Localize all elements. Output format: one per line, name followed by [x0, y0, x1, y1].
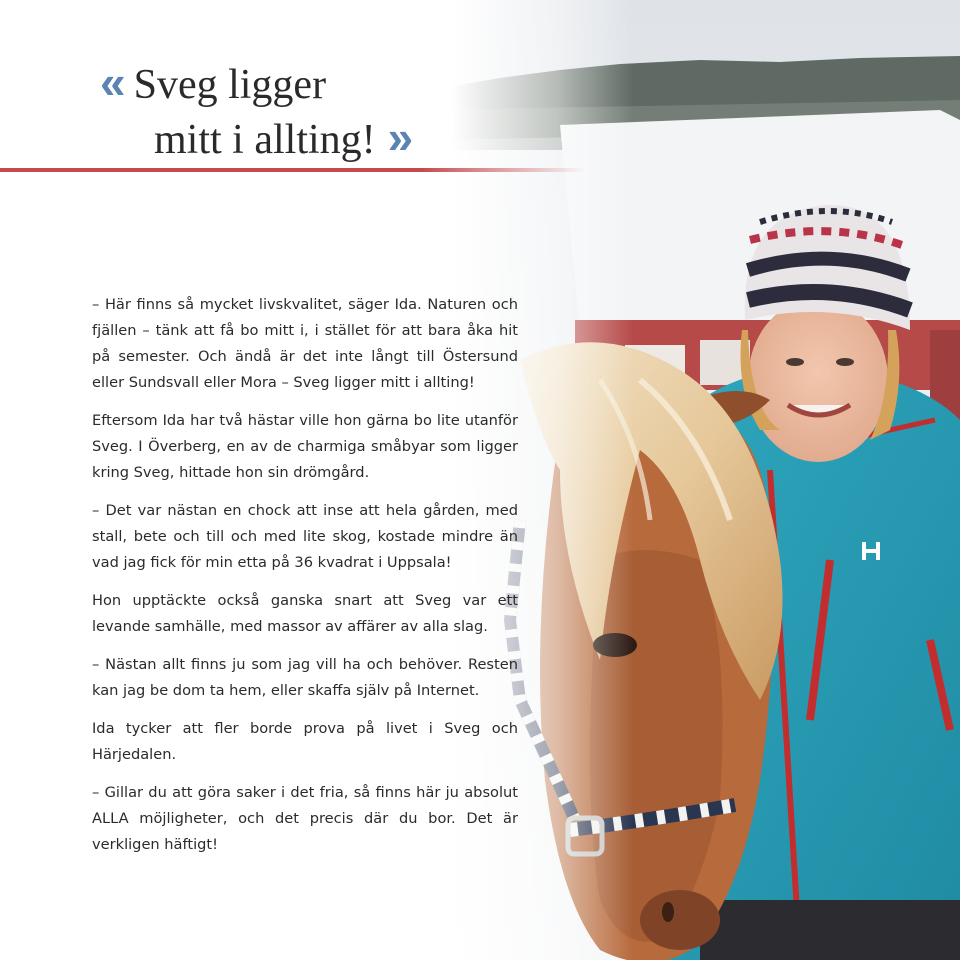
headline — [100, 56, 407, 166]
paragraph: Hon upptäckte också ganska snart att Sveg var ett levande samhälle, med massor av affärer av alla slag. — [92, 592, 518, 635]
paragraph: Ida tycker att fler borde prova på livet i Sveg och Härjedalen. — [92, 720, 518, 763]
paragraph: – Gillar du att göra saker i det fria, så finns här ju absolut ALLA möjligheter, och det precis där du bor. Det är verkligen häftigt! — [92, 784, 518, 853]
open-quote-mark: « — [100, 56, 120, 108]
paragraph: – Här finns så mycket livskvalitet, säger Ida. Naturen och fjällen – tänk att få bo mitt i, i stället för att bara åka hit på semester. Och ändå är det inte långt till Östersund eller Sundsvall eller Mora – Sveg ligger mitt i allting! — [92, 296, 518, 391]
paragraph: Eftersom Ida har två hästar ville hon gärna bo lite utanför Sveg. I Överberg, en av de charmiga småbyar som ligger kring Sveg, hittade hon sin drömgård. — [92, 412, 518, 481]
paragraph: – Nästan allt finns ju som jag vill ha och behöver. Resten kan jag be dom ta hem, eller skaffa själv på Internet. — [92, 656, 518, 699]
divider-rule — [0, 168, 585, 172]
headline-line-2-wrap — [100, 111, 407, 166]
close-quote-mark: » — [387, 111, 408, 163]
headline-line-2: mitt i allting! — [154, 117, 376, 163]
paragraph: – Det var nästan en chock att inse att hela gården, med stall, bete och till och med lite skog, kostade mindre än vad jag fick för min etta på 36 kvadrat i Uppsala! — [92, 502, 518, 571]
article-body — [92, 292, 518, 870]
headline-line-1: Sveg ligger — [133, 62, 327, 108]
